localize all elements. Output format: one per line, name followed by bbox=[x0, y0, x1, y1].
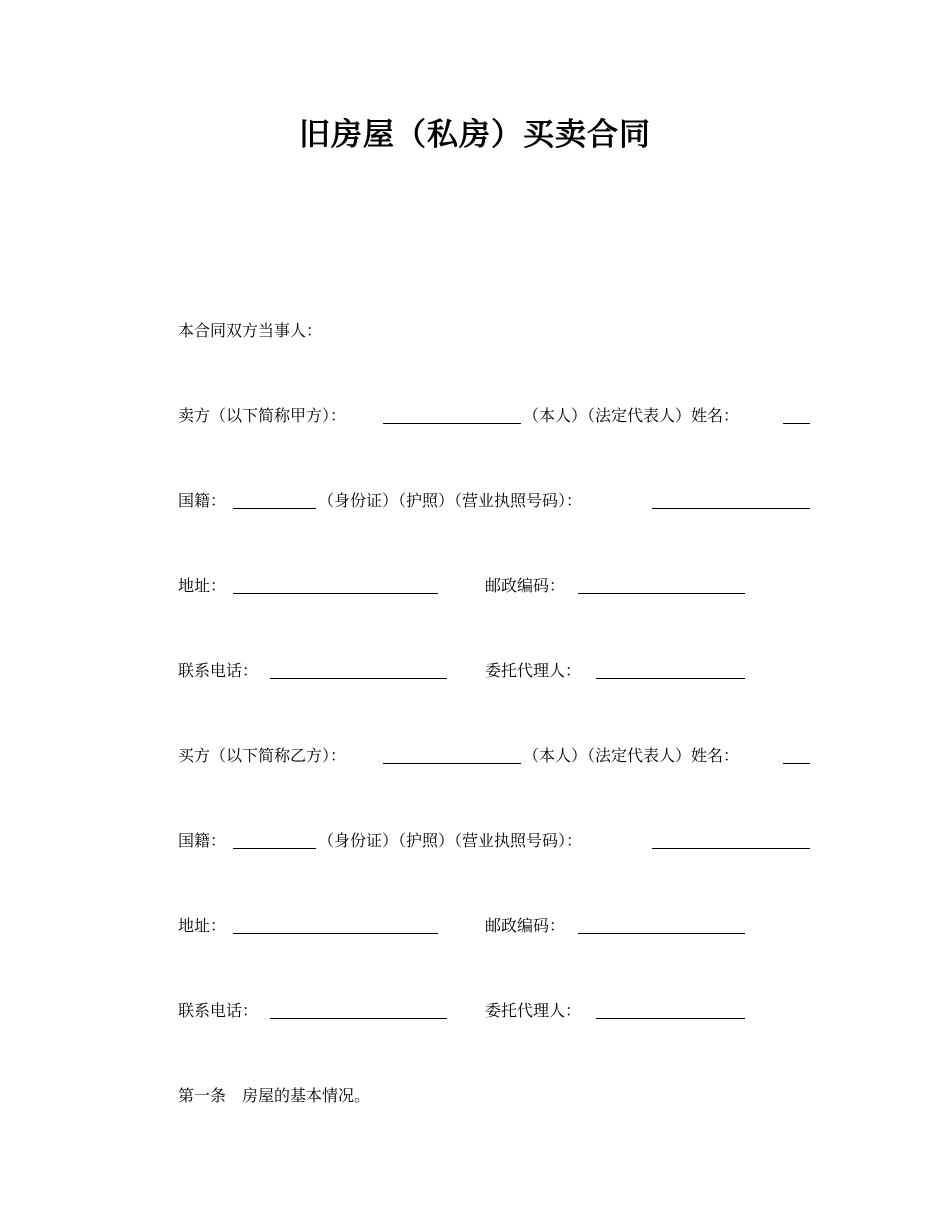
buyer-phone-blank[interactable] bbox=[270, 1018, 447, 1019]
buyer-label: 买方（以下简称乙方）： bbox=[178, 746, 347, 765]
parties-intro: 本合同双方当事人： bbox=[178, 321, 323, 340]
seller-address-blank[interactable] bbox=[233, 593, 438, 594]
seller-phone-label: 联系电话： bbox=[178, 661, 259, 680]
seller-representative-label: （本人）（法定代表人）姓名： bbox=[523, 406, 740, 425]
buyer-party-blank[interactable] bbox=[383, 763, 521, 764]
seller-nationality-blank[interactable] bbox=[233, 508, 316, 509]
document-title: 旧房屋（私房）买卖合同 bbox=[299, 117, 651, 153]
seller-label: 卖方（以下简称甲方）： bbox=[178, 406, 347, 425]
seller-name-blank[interactable] bbox=[783, 423, 810, 424]
seller-address-line bbox=[178, 573, 818, 599]
seller-agent-blank[interactable] bbox=[596, 678, 745, 679]
seller-agent-label: 委托代理人： bbox=[485, 661, 582, 680]
buyer-address-line bbox=[178, 913, 818, 939]
seller-id-line bbox=[178, 488, 818, 514]
seller-party-blank[interactable] bbox=[383, 423, 521, 424]
buyer-id-blank[interactable] bbox=[652, 848, 810, 849]
buyer-name-blank[interactable] bbox=[783, 763, 810, 764]
seller-id-label: （身份证）（护照）（营业执照号码）： bbox=[318, 491, 583, 510]
buyer-nationality-blank[interactable] bbox=[233, 848, 316, 849]
buyer-name-line bbox=[178, 743, 818, 769]
buyer-phone-label: 联系电话： bbox=[178, 1001, 259, 1020]
buyer-agent-label: 委托代理人： bbox=[485, 1001, 582, 1020]
buyer-address-label: 地址： bbox=[178, 916, 227, 935]
buyer-postcode-blank[interactable] bbox=[578, 933, 745, 934]
seller-postcode-label: 邮政编码： bbox=[485, 576, 566, 595]
buyer-postcode-label: 邮政编码： bbox=[485, 916, 566, 935]
seller-address-label: 地址： bbox=[178, 576, 227, 595]
seller-nationality-label: 国籍： bbox=[178, 491, 227, 510]
seller-contact-line bbox=[178, 658, 818, 684]
seller-name-line bbox=[178, 403, 818, 429]
buyer-address-blank[interactable] bbox=[233, 933, 438, 934]
seller-phone-blank[interactable] bbox=[270, 678, 447, 679]
buyer-nationality-label: 国籍： bbox=[178, 831, 227, 850]
buyer-id-label: （身份证）（护照）（营业执照号码）： bbox=[318, 831, 583, 850]
buyer-representative-label: （本人）（法定代表人）姓名： bbox=[523, 746, 740, 765]
article-1-heading: 第一条 房屋的基本情况。 bbox=[178, 1086, 371, 1105]
buyer-id-line bbox=[178, 828, 818, 854]
buyer-agent-blank[interactable] bbox=[596, 1018, 745, 1019]
buyer-contact-line bbox=[178, 998, 818, 1024]
seller-id-blank[interactable] bbox=[652, 508, 810, 509]
seller-postcode-blank[interactable] bbox=[578, 593, 745, 594]
